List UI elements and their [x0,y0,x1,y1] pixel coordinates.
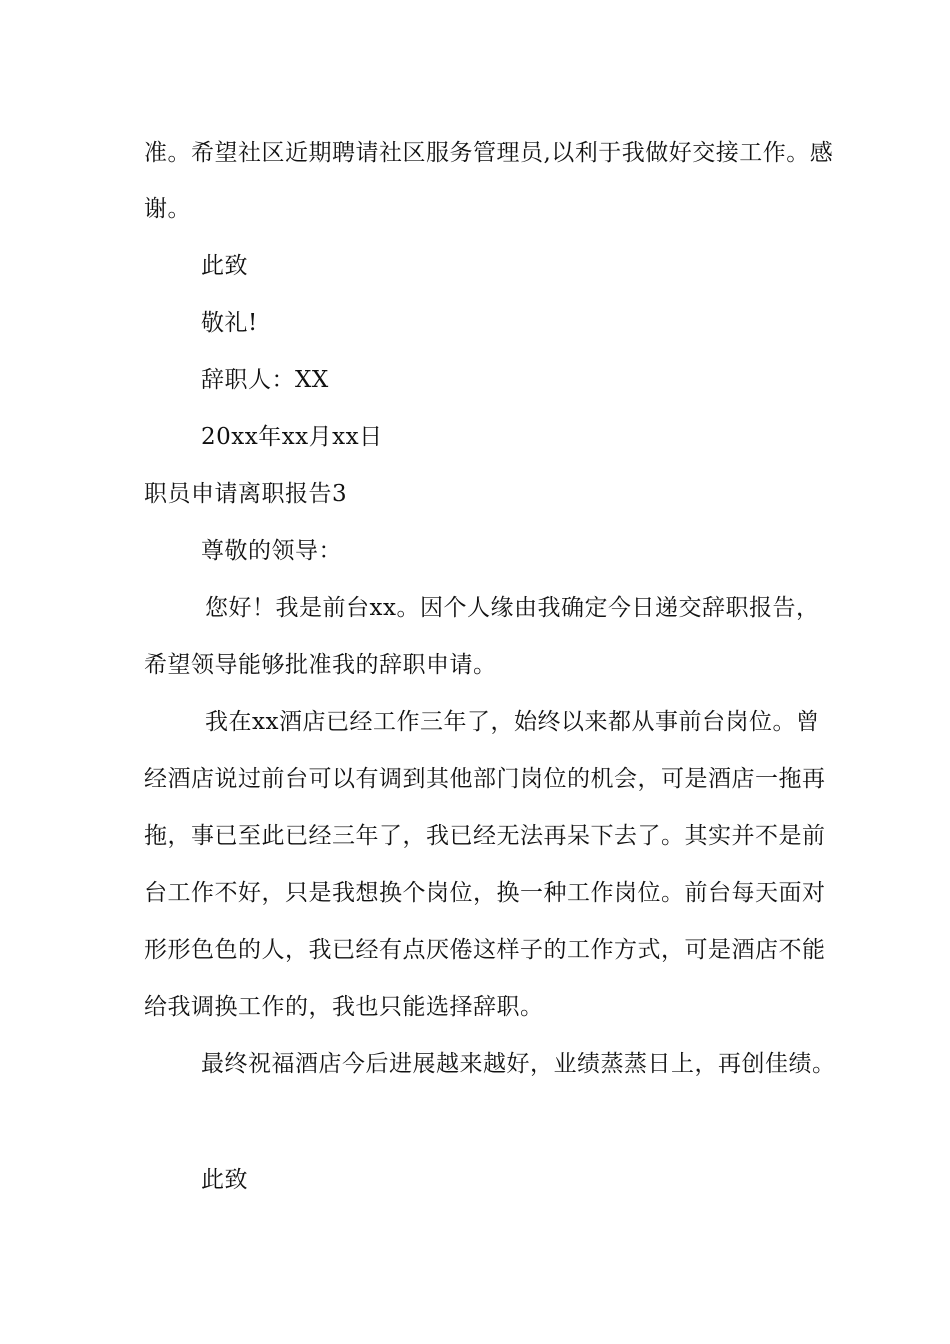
continuation-line-2: 谢。 [144,196,191,222]
paragraph-2-line-1: 我在xx酒店已经工作三年了，始终以来都从事前台岗位。曾 [205,709,820,735]
paragraph-2-line-3: 拖，事已至此已经三年了，我已经无法再呆下去了。其实并不是前 [144,823,826,849]
paragraph-2-line-6: 给我调换工作的，我也只能选择辞职。 [144,994,544,1020]
paragraph-2-line-4: 台工作不好，只是我想换个岗位，换一种工作岗位。前台每天面对 [144,880,826,906]
paragraph-1-line-1: 您好！我是前台xx。因个人缘由我确定今日递交辞职报告， [205,595,820,621]
paragraph-3: 最终祝福酒店今后进展越来越好，业绩蒸蒸日上，再创佳绩。 [201,1051,836,1077]
section-title: 职员申请离职报告3 [144,481,348,507]
closing-signer: 辞职人：XX [201,367,329,393]
closing-regards: 敬礼! [201,310,258,336]
final-salutation: 此致 [201,1167,248,1193]
paragraph-2-line-5: 形形色色的人，我已经有点厌倦这样子的工作方式，可是酒店不能 [144,937,826,963]
paragraph-1-line-2: 希望领导能够批准我的辞职申请。 [144,652,497,678]
closing-date: 20xx年xx月xx日 [201,424,383,450]
greeting: 尊敬的领导： [201,538,342,564]
continuation-line-1: 准。希望社区近期聘请社区服务管理员,以利于我做好交接工作。感 [144,140,834,166]
paragraph-2-line-2: 经酒店说过前台可以有调到其他部门岗位的机会，可是酒店一拖再 [144,766,826,792]
closing-salutation: 此致 [201,253,248,279]
